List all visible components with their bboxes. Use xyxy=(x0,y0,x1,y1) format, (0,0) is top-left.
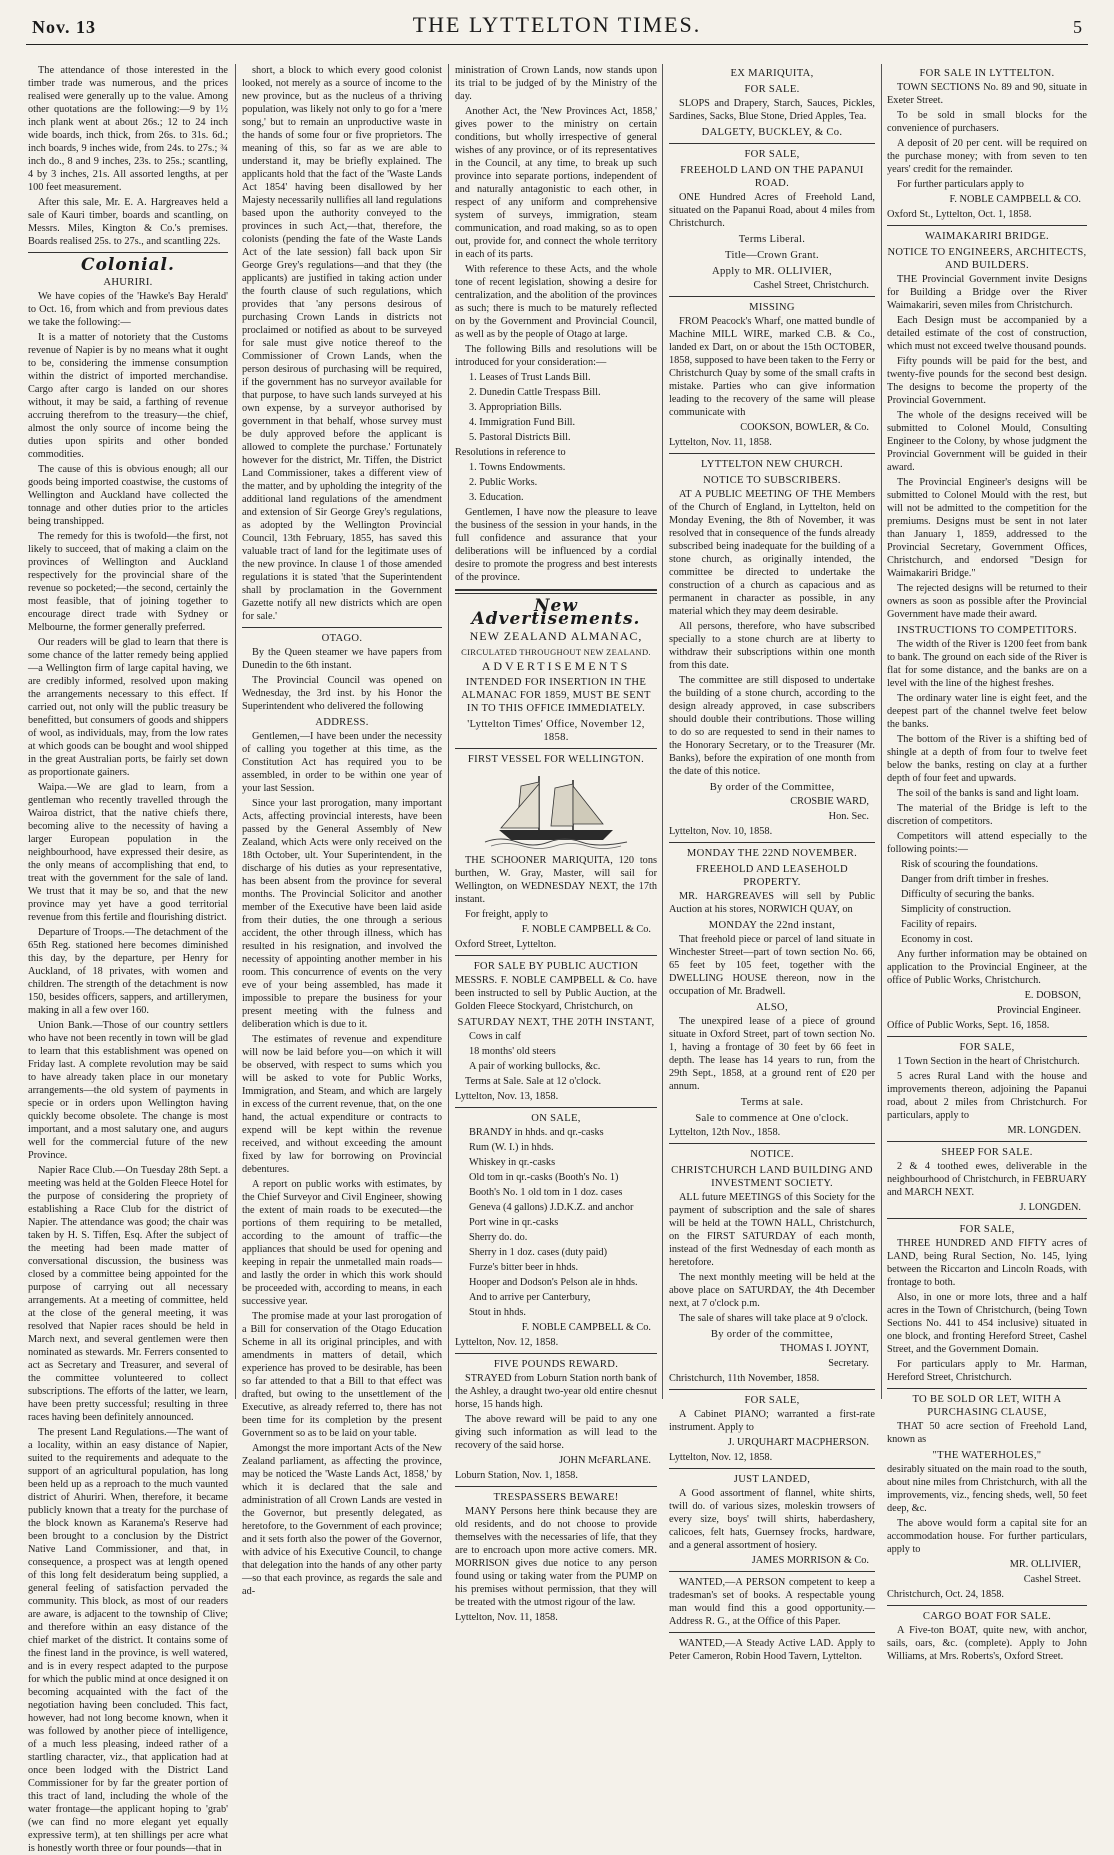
article-paragraph: Another Act, the 'New Provinces Act, 1858,' gives power to the ministry on certain conditions, but wholly irrespective of general wishes of any province, or of its representatives in the Council, at any time, to break up such province into separate portions, independent of and naturally antagonistic to each other, in respect of any uniform and comprehensive system of surveys, immigration, steam communication, and road making, so as to open out, provide for, and connect the whole territory in each of its parts. xyxy=(455,106,657,260)
ad-paragraph: WANTED,—A Steady Active LAD. Apply to Peter Cameron, Robin Hood Tavern, Lyttelton. xyxy=(669,1638,875,1662)
article-paragraph: After this sale, Mr. E. A. Hargreaves held a sale of Kauri timber, boards and scantling, on Messrs. Miles, Kington & Co.'s premises. Boards realised 25s. to 27s., and scantling 22s. xyxy=(28,197,228,247)
ad-heading: EX MARIQUITA, xyxy=(730,68,814,79)
article-paragraph: The cause of this is obvious enough; all our goods being imported coastwise, the customs of Wellington and Auckland have collected the tonnage and other duties prior to the articles being transhipped. xyxy=(28,464,228,527)
ad-line: Terms Liberal. xyxy=(738,234,806,245)
ad-date: Lyttelton, 12th Nov., 1858. xyxy=(669,1127,781,1138)
divider xyxy=(455,1107,657,1108)
ad-heading: TRESPASSERS BEWARE! xyxy=(493,1492,619,1503)
bill-item: 5. Pastoral Districts Bill. xyxy=(469,432,571,443)
article-paragraph: The attendance of those interested in the timber trade was numerous, and the prices realised were generally up to the value. Among other quotations are the following:—9 by 1½ inch plank went at about 26s.; 12 to 24 inch wide boards, inch thick, from 26s. to 31s. 6d.; inch boards, 9 inches wide, from 24s. to 27s.; ¾ inch do., 8 and 9 inches, 23s. to 25s.; scantling, 4 by 3 inches, 21s. All assorted lengths, at per 100 feet measurement. xyxy=(28,65,228,193)
divider xyxy=(455,589,657,594)
ad-item: Sherry in 1 doz. cases (duty paid) xyxy=(469,1247,608,1258)
column-rule xyxy=(235,64,236,1399)
ad-paragraph: The committee are still disposed to undertake the building of a stone church, according to the design already approved, in case subscribers should double their contributions. Those willing to do so are requested to send in their names to the Honorary Secretary, or to the Treasurer (Mr. Banks), before the expiration of one month from the date of this notice. xyxy=(669,675,875,777)
almanac-subtitle: CIRCULATED THROUGHOUT NEW ZEALAND. xyxy=(461,647,651,657)
ad-paragraph: THE SCHOONER MARIQUITA, 120 tons burthen, W. Gray, Master, will sail for Wellington, on WEDNESDAY NEXT, the 17th instant. xyxy=(455,855,657,905)
ad-item: Port wine in qr.-casks xyxy=(469,1217,559,1228)
ad-paragraph: MANY Persons here think because they are old residents, and do not choose to provide themselves with the necessaries of life, that they are to encroach upon more active comers. MR. MORRISON gives due notice to any person found using or taking water from the PUMP on his premises without permission, that they will be treated with the utmost rigour of the law. xyxy=(455,1506,657,1608)
ad-paragraph: Also, in one or more lots, three and a half acres in the Town of Christchurch, (being Town Sections No. 441 to 454 inclusive) situated in one block, and fronting Hereford Street, Cashel Street, and the Government Domain. xyxy=(887,1292,1087,1355)
ad-paragraph: The soil of the banks is sand and light loam. xyxy=(897,788,1079,799)
ad-paragraph: 1 Town Section in the heart of Christchurch. xyxy=(897,1056,1080,1067)
ad-heading: FOR SALE, xyxy=(959,1042,1015,1053)
resolutions-intro: Resolutions in reference to xyxy=(455,447,566,458)
article-paragraph: By the Queen steamer we have papers from Dunedin to the 6th instant. xyxy=(242,647,442,671)
article-paragraph: Amongst the more important Acts of the New Zealand parliament, as affecting the province, may be noticed the 'Waste Lands Act, 1858,' by which it is declared that the sale and administration of all Crown Lands are vested in the Governor, but presently delegated, as heretofore, to the Government of each province; and it sets forth also the power of the Governor, with advice of his Executive Council, to change that delegation into the hands of any other party—so that each province, as regards the sale and ad- xyxy=(242,1443,442,1597)
article-paragraph: A report on public works with estimates, by the Chief Surveyor and Civil Engineer, showing the extent of main roads to be executed—the portions of them requiring to be metalled, according to the amount of traffic—the appliances that should be used for opening and keeping in repair the unmetalled main roads—and lastly the order in which this work should be proceeded with, according to means, in each successive year. xyxy=(242,1179,442,1307)
ad-paragraph: The unexpired lease of a piece of ground situate in Oxford Street, part of town section No. 1, having a frontage of 30 feet by 66 feet in depth. The lease has 14 years to run, from the 29th Sept., 1858, at a ground rent of £20 per annum. xyxy=(669,1016,875,1092)
ad-paragraph: Terms at Sale. Sale at 12 o'clock. xyxy=(465,1076,602,1087)
article-paragraph: The present Land Regulations.—The want of a locality, within an easy distance of Napier, suited to the requirements and adequate to the support of an agricultural population, has long been held up as a reproach to the much vaunted district of Ahuriri. When, therefore, it became publicly known that a treaty for the purchase of the block known as Karanema's Reserve had been brought to a conclusion by the District Native Land Commissioner, and that, in consequence, a prospect was at length opened of this long felt desideratum being supplied, a general feeling of satisfaction pervaded the community. This block, as most of our readers are aware, is adjacent to the township of Clive; and therefore within an easy distance of the chief market of the district. It contains some of the finest land in the province, is well watered, and is in every respect adapted to the purpose for which the public mind at once designed it on becoming acquainted with the fact of the negotiation having been concluded. This fact, however, had not long become known, when it was followed by another piece of intelligence, of a much less pleasing, indeed rather of a startling character, viz., that application had at once been lodged with the District Land Commissioner for by far the greater portion of this tract of land, including the whole of the water frontage—the applicant hoping to 'grab' (we can find no more elegant yet equally expressive term), at ten shillings per acre what is honestly worth three or four pounds—that in xyxy=(28,1427,228,1854)
ad-paragraph: 5 acres Rural Land with the house and improvements thereon, adjoining the Papanui road, about 2 miles from Christchurch. For particulars, apply to xyxy=(887,1071,1087,1121)
ad-paragraph: THE Provincial Government invite Designs for Building a Bridge over the River Waimakariri, seven miles from Christchurch. xyxy=(887,274,1087,311)
ad-paragraph: For further particulars apply to xyxy=(897,179,1024,190)
ad-date: Lyttelton, Nov. 12, 1858. xyxy=(455,1337,559,1348)
ad-date: Office of Public Works, Sept. 16, 1858. xyxy=(887,1020,1050,1031)
ad-paragraph: The whole of the designs received will be submitted to Colonel Mould, Consulting Engineer to the Colony, by whose judgment the Provincial Government will be guided in their award. xyxy=(887,410,1087,473)
ad-date: Lyttelton, Nov. 12, 1858. xyxy=(669,1452,773,1463)
divider xyxy=(887,1036,1087,1037)
ad-item: Sherry do. do. xyxy=(469,1232,528,1243)
ad-signature: DALGETY, BUCKLEY, & Co. xyxy=(701,127,843,138)
ad-heading: FOR SALE, xyxy=(744,149,800,160)
ad-paragraph: SLOPS and Drapery, Starch, Sauces, Pickles, Sardines, Sacks, Blue Stone, Dried Apples, Tea. xyxy=(669,98,875,122)
ad-address: Oxford Street, Lyttelton. xyxy=(455,939,557,950)
ad-paragraph: For particulars apply to Mr. Harman, Hereford Street, Christchurch. xyxy=(887,1359,1087,1383)
article-paragraph: ministration of Crown Lands, now stands upon its trial to be judged of by the Ministry of the day. xyxy=(455,65,657,102)
ad-date: Oxford St., Lyttelton, Oct. 1, 1858. xyxy=(887,209,1032,220)
ad-paragraph: The bottom of the River is a shifting bed of shingle at a depth of from four to twelve feet below the banks, resting on clay at a further depth of four feet and upwards. xyxy=(887,734,1087,784)
almanac-advertisements: ADVERTISEMENTS xyxy=(481,659,631,673)
article-paragraph: The following Bills and resolutions will be introduced for your consideration:— xyxy=(455,344,657,368)
article-paragraph: The estimates of revenue and expenditure will now be laid before you—on which it will be observed, with respect to sums which you will be asked to vote for Public Works, Immigration, and Steam, and which are largely in excess of the current revenue, that, on the one hand, the actual expenditure or contracts to expend will be kept within the revenue received, and without exceeding the amount fixed by law for borrowing on Provincial debentures. xyxy=(242,1034,442,1175)
ad-signature: MR. LONGDEN. xyxy=(1007,1125,1081,1136)
ad-line: Terms at sale. xyxy=(740,1097,804,1108)
ad-line: Cashel Street, Christchurch. xyxy=(753,280,869,291)
article-paragraph: Napier Race Club.—On Tuesday 28th Sept. a meeting was held at the Golden Fleece Hotel for the purpose of considering the propriety of establishing a Race Club for the district of Napier. The attendance was good; the chair was taken by H. S. Tiffen, Esq. After the subject of the meeting had been made matter of conversational discussion, the business was closed by a committee being appointed for the purpose of carrying out all necessary arrangements. At a meeting of committee, held at the close of the general meeting, it was resolved that Napier races should be held in March next, and several gentlemen were then nominated as stewards. Mr. Ferrers consented to act as Secretary and Treasurer, and several of the committee volunteered to collect subscriptions. The efforts of the latter, we learn, have been pretty successful; resulting in three races having been definitely announced. xyxy=(28,1165,228,1423)
ad-item: Economy in cost. xyxy=(901,934,973,945)
ad-item: Rum (W. I.) in hhds. xyxy=(469,1142,554,1153)
ad-paragraph: The material of the Bridge is left to the discretion of competitors. xyxy=(887,803,1087,827)
ad-item: Difficulty of securing the banks. xyxy=(901,889,1035,900)
ad-paragraph: The above reward will be paid to any one giving such information as will lead to the recovery of the said horse. xyxy=(455,1414,657,1451)
ad-line: "THE WATERHOLES," xyxy=(932,1450,1042,1461)
page-number: 5 xyxy=(1073,17,1082,37)
ad-line: By order of the committee, xyxy=(710,1329,834,1340)
article-paragraph: short, a block to which every good colonist looked, not merely as a source of income to the new province, but as the nucleus of a thriving population, was likely not only to go for a 'mere song,' but to remain an unproductive waste in the hands of some four or five proprietors. The meaning of this, so far as we are able to understand it, may be briefly explained. The applicants hold that the fact of the 'Waste Lands Act 1854' having been disallowed by her Majesty necessarily nullifies all land regulations based upon the authority conveyed to the provinces in such Act,—that, therefore, the colonists (pending the fate of the Waste Lands Act of the late session) fall back upon Sir George Grey's regulations—and that they (the applicants) are justified in taking action under the fourth clause of such regulations, which provides that 'any persons desirous of purchasing Crown Lands in districts not proclaimed or notified as about to be surveyed for sale must give notice thereof to the Commissioner of Crown Lands, when the person desirous of purchasing will be required, if the government has no surveyor available for that purpose, to have such lands surveyed at his own expense, by a surveyor authorised by government in that behalf, whose survey must be duly approved before the applicant is allowed to complete the purchase.' Fortunately however for the district, Mr. Tiffen, the District Land Commissioner, takes a different view of the matter, and by upholding the integrity of the additional land regulations of the amendment and extension of Sir George Grey's regulations, as adopted by the Wellington Provincial Council, 13th February, 1855, has saved this valuable tract of land for the legitimate uses of the new province. In clause 1 of those amended regulations it is stated 'that the Superintendent shall by proclamation in the Government Gazette notify all new districts which are open for sale.' xyxy=(242,65,442,622)
section-heading-colonial: Colonial. xyxy=(81,255,175,275)
article-paragraph: The Provincial Council was opened on Wednesday, the 3rd inst. by his Honor the Superintendent who delivered the following xyxy=(242,675,442,712)
divider xyxy=(887,1218,1087,1219)
ad-subheading: FREEHOLD AND LEASEHOLD PROPERTY. xyxy=(696,864,848,888)
ad-address: Cashel Street. xyxy=(1023,1574,1081,1585)
resolution-item: 3. Education. xyxy=(469,492,524,503)
almanac-title: NEW ZEALAND ALMANAC, xyxy=(469,629,643,643)
ad-item: Furze's bitter beer in hhds. xyxy=(469,1262,579,1273)
ad-heading: FOR SALE, xyxy=(959,1224,1015,1235)
ad-date: Lyttelton, Nov. 11, 1858. xyxy=(455,1612,558,1623)
ad-heading: FOR SALE, xyxy=(744,1395,800,1406)
ad-paragraph: The next monthly meeting will be held at the above place on SATURDAY, the 4th December next, at 7 o'clock p.m. xyxy=(669,1272,875,1309)
ad-heading: WAIMAKARIRI BRIDGE. xyxy=(925,231,1049,242)
article-paragraph: Union Bank.—Those of our country settlers who have not been recently in town will be glad to learn that this establishment was opened on Friday last. A complete revolution may be said to have already taken place in our monetary arrangements—the old system of payments in specie or in orders upon Wellington having quickly become obsolete. The change is most important, and a most salutary one, and augurs well for the commercial future of the new Province. xyxy=(28,1020,228,1161)
column-2 xyxy=(242,64,442,1597)
ad-line: By order of the Committee, xyxy=(709,782,835,793)
ad-item: Risk of scouring the foundations. xyxy=(901,859,1038,870)
article-paragraph: The remedy for this is twofold—the first, not likely to succeed, that of making a claim on the provinces of Wellington and Auckland respectively for the provincial share of the revenue so pocketed;—the second, certainly the most feasible, that of joining together to encourage direct trade with Sydney or Melbourne, the former generally preferred. xyxy=(28,531,228,633)
divider xyxy=(669,1571,875,1572)
ad-subheading: INSTRUCTIONS TO COMPETITORS. xyxy=(897,625,1077,636)
ad-paragraph: Competitors will attend especially to the following points:— xyxy=(887,831,1087,855)
ad-line: Sale to commence at One o'clock. xyxy=(695,1113,849,1124)
ad-signature: JOHN McFARLANE. xyxy=(559,1455,651,1466)
column-rule xyxy=(662,64,663,1399)
ad-signature: F. NOBLE CAMPBELL & Co. xyxy=(521,924,651,935)
ad-date: Loburn Station, Nov. 1, 1858. xyxy=(455,1470,578,1481)
column-3 xyxy=(455,64,657,1623)
ad-item: Stout in hhds. xyxy=(469,1307,526,1318)
ad-item: Danger from drift timber in freshes. xyxy=(901,874,1049,885)
ad-date: Christchurch, 11th November, 1858. xyxy=(669,1373,820,1384)
ad-paragraph: For freight, apply to xyxy=(465,909,548,920)
address-heading: ADDRESS. xyxy=(315,717,369,728)
ad-item: Geneva (4 gallons) J.D.K.Z. and anchor xyxy=(469,1202,634,1213)
ad-signature-title: Hon. Sec. xyxy=(828,811,869,822)
article-paragraph: Since your last prorogation, many important Acts, affecting provincial interests, have been passed by the General Assembly of New Zealand, which Acts were only received on the 18th October, ult. Your Superintendent, in the discharge of his duties as your representative, has been absent from the province for several months. The Provincial Solicitor and another member of the Executive have been laid aside from their duties, the one through a serious accident, the other through illness, which has resulted in his resignation, and involved the necessity of appointing another member in his room. This concurrence of events on the very eve of your being assembled, has made it impossible to prepare the business for your present meeting with the fulness and deliberation which is due to it. xyxy=(242,798,442,1030)
ad-item: Facility of repairs. xyxy=(901,919,977,930)
ad-item: Hooper and Dodson's Pelson ale in hhds. xyxy=(469,1277,638,1288)
ad-subheading: NOTICE TO SUBSCRIBERS. xyxy=(703,475,841,486)
ad-heading: CARGO BOAT FOR SALE. xyxy=(922,1611,1052,1622)
ad-paragraph: THAT 50 acre section of Freehold Land, known as xyxy=(887,1421,1087,1445)
ad-signature: JAMES MORRISON & Co. xyxy=(751,1555,869,1566)
ad-signature: THOMAS I. JOYNT, xyxy=(779,1343,869,1354)
ad-item: BRANDY in hhds. and qr.-casks xyxy=(469,1127,604,1138)
ad-paragraph: A Good assortment of flannel, white shirts, twill do. of various sizes, moleskin trowsers of every size, boys' twill shirts, haberdashery, calicoes, felt hats, Guernsey frocks, hardware, and a general assortment of hosiery. xyxy=(669,1488,875,1551)
ad-heading: FIVE POUNDS REWARD. xyxy=(493,1359,619,1370)
ad-heading: TO BE SOLD OR LET, WITH A PURCHASING CLAUSE, xyxy=(912,1394,1062,1418)
ad-item: A pair of working bullocks, &c. xyxy=(469,1061,601,1072)
column-5 xyxy=(887,64,1087,1662)
ad-paragraph: TOWN SECTIONS No. 89 and 90, situate in Exeter Street. xyxy=(887,82,1087,106)
ad-date: Lyttelton, Nov. 10, 1858. xyxy=(669,826,773,837)
ad-heading: SHEEP FOR SALE. xyxy=(941,1147,1033,1158)
ad-paragraph: The Provincial Engineer's designs will be submitted to Colonel Mould with the rest, but will not be admitted to the competition for the premiums. Designs must be sent in not later than January 1, 1859, addressed to the Provincial Secretary, Government Offices, Christchurch, and endorsed "Design for Waimakariri Bridge." xyxy=(887,477,1087,579)
ad-paragraph: ALL future MEETINGS of this Society for the payment of subscription and the sale of shares will be held at the TOWN HALL, Christchurch, on the FIRST SATURDAY of each month, instead of the first Wednesday of each month as heretofore. xyxy=(669,1192,875,1268)
ad-paragraph: WANTED,—A PERSON competent to keep a tradesman's set of books. A respectable young man would find this a good opportunity.—Address R. G., at the Office of this Paper. xyxy=(669,1577,875,1627)
bill-item: 3. Appropriation Bills. xyxy=(469,402,562,413)
bill-item: 1. Leases of Trust Lands Bill. xyxy=(469,372,591,383)
ad-line: ALSO, xyxy=(756,1002,788,1013)
divider xyxy=(28,252,228,253)
ad-signature: J. URQUHART MACPHERSON. xyxy=(727,1437,869,1448)
ad-item: Cows in calf xyxy=(469,1031,522,1042)
ad-line: MONDAY the 22nd instant, xyxy=(708,920,836,931)
ad-paragraph: AT A PUBLIC MEETING OF THE Members of the Church of England, in Lyttelton, held on Monday Evening, the 8th of November, it was resolved that in consequence of the funds already subscribed being inadequate for the building of a stone church, as originally intended, the committee be directed to undertake the construction of a church as capacious and as permanent in character as possible, in any material which they may deem desirable. xyxy=(669,489,875,617)
ad-heading: FOR SALE BY PUBLIC AUCTION xyxy=(473,961,639,972)
ad-line: Apply to MR. OLLIVIER, xyxy=(712,266,832,277)
article-paragraph: Departure of Troops.—The detachment of the 65th Reg. stationed here becomes diminished this day, by the departure, per Henry for Auckland, of 18 privates, with women and children. The strength of the detachment is now 150, besides officers, sappers, and artillerymen, making in all a few over 160. xyxy=(28,927,228,1016)
ad-subheading: CHRISTCHURCH LAND BUILDING AND INVESTMENT SOCIETY. xyxy=(671,1165,873,1189)
ad-signature: J. LONGDEN. xyxy=(1019,1202,1081,1213)
ad-paragraph: FROM Peacock's Wharf, one matted bundle of Machine MILL WIRE, marked C.B. & Co., landed ex Dart, on or about the 15th OCTOBER, 1858, supposed to have been taken to the Ferry or Christchurch Quay by some of the small crafts in mistake. Parties who can give information leading to the recovery of the same will please communicate with xyxy=(669,316,875,418)
ad-signature-title: Provincial Engineer. xyxy=(996,1005,1081,1016)
ad-item: And to arrive per Canterbury, xyxy=(469,1292,591,1303)
divider xyxy=(455,955,657,956)
ad-signature: F. NOBLE CAMPBELL & CO. xyxy=(949,194,1081,205)
divider xyxy=(669,842,875,843)
resolution-item: 2. Public Works. xyxy=(469,477,538,488)
bill-item: 2. Dunedin Cattle Trespass Bill. xyxy=(469,387,601,398)
bill-item: 4. Immigration Fund Bill. xyxy=(469,417,576,428)
ad-item: Simplicity of construction. xyxy=(901,904,1012,915)
article-paragraph: We have copies of the 'Hawke's Bay Herald' to Oct. 16, from which and from previous dates we take the following:— xyxy=(28,291,228,328)
divider xyxy=(669,1468,875,1469)
issue-date: Nov. 13 xyxy=(32,17,97,37)
ad-paragraph: STRAYED from Loburn Station north bank of the Ashley, a draught two-year old entire chesnut horse, 15 hands high. xyxy=(455,1373,657,1410)
divider xyxy=(455,1486,657,1487)
ad-paragraph: A deposit of 20 per cent. will be required on the purchase money; with from seven to ten years' credit for the remainder. xyxy=(887,138,1087,175)
ad-paragraph: A Five-ton BOAT, quite new, with anchor, sails, oars, &c. (complete). Apply to John Williams, at Mrs. Roberts's, Oxford Street. xyxy=(887,1625,1087,1662)
divider xyxy=(455,748,657,749)
article-paragraph: Gentlemen,—I have been under the necessity of calling you together at this time, as the Constitution Act has required you to be assembled, in order to be within one year of your last Session. xyxy=(242,731,442,794)
ad-signature: MR. OLLIVIER, xyxy=(1009,1559,1081,1570)
ad-highlight: SATURDAY NEXT, THE 20TH INSTANT, xyxy=(457,1017,655,1028)
article-paragraph: The promise made at your last prorogation of a Bill for conservation of the Otago Education Scheme in all its original principles, and with amendments in matters of detail, which experience has proved to be desirable, has been so far attended to that a Bill to that effect was drafted, but owing to the unsettlement of the Executive, as already referred to, there has not been time for its completion by the present Government so as to be laid on your table. xyxy=(242,1311,442,1439)
ad-heading: MONDAY THE 22ND NOVEMBER. xyxy=(686,848,858,859)
ad-item: Whiskey in qr.-casks xyxy=(469,1157,556,1168)
almanac-dateline: 'Lyttelton Times' Office, November 12, 1858. xyxy=(467,719,645,743)
subheading-otago: OTAGO. xyxy=(321,633,363,644)
column-rule xyxy=(448,64,449,1399)
divider xyxy=(455,1353,657,1354)
ad-paragraph: THREE HUNDRED AND FIFTY acres of LAND, being Rural Section, No. 145, lying between the Riccarton and Lincoln Roads, with frontage to both. xyxy=(887,1238,1087,1288)
ad-subheading: FOR SALE. xyxy=(744,84,800,95)
ad-paragraph: That freehold piece or parcel of land situate in Winchester Street—part of town section No. 66, 65 feet by 105 feet, together with the DWELLING HOUSE thereon, now in the occupation of Mr. Bradwell. xyxy=(669,934,875,997)
ad-subheading: FREEHOLD LAND ON THE PAPANUI ROAD. xyxy=(680,165,864,189)
ad-date: Christchurch, Oct. 24, 1858. xyxy=(887,1589,1004,1600)
ad-item: Old tom in qr.-casks (Booth's No. 1) xyxy=(469,1172,619,1183)
divider xyxy=(887,1141,1087,1142)
article-paragraph: With reference to these Acts, and the whole tone of recent legislation, showing a desire for centralization, and the abolition of the provinces as such; there is much to be maturely reflected on by the Government and Provincial Council, as well as by the people of Otago at large. xyxy=(455,264,657,340)
ad-signature: F. NOBLE CAMPBELL & Co. xyxy=(521,1322,651,1333)
divider xyxy=(669,453,875,454)
column-rule xyxy=(881,64,882,1399)
ad-signature: CROSBIE WARD, xyxy=(790,796,869,807)
ad-heading: ON SALE, xyxy=(531,1113,581,1124)
article-paragraph: Waipa.—We are glad to learn, from a gentleman who recently travelled through the Wairoa district, that the native chiefs there, becoming alive to the necessity of having a larger European population in the neighbourhood, have expressed their desire, as the only means of accomplishing that end, to treat with the government for the sale of land. We trust that it may be so, and that the new province may yet have a good territorial revenue from this fertile and flourishing district. xyxy=(28,782,228,923)
article-paragraph: It is a matter of notoriety that the Customs revenue of Napier is by no means what it ought to be, considering the immense consumption within the district of imported merchandise. Cargo after cargo is landed on our shores without, it may be said, a farthing of revenue accruing therefrom to the treasury—the chief, almost the only source of income being the duties upon spirits and other bonded commodities. xyxy=(28,332,228,460)
ad-heading: FOR SALE IN LYTTELTON. xyxy=(919,68,1055,79)
ad-paragraph: The width of the River is 1200 feet from bank to bank. The ground on each side of the River is flat for some distance, and the banks are on a level with the line of the highest freshes. xyxy=(887,639,1087,689)
almanac-notice: INTENDED FOR INSERTION IN THE ALMANAC FOR 1859, MUST BE SENT IN TO THIS OFFICE IMMEDIATELY. xyxy=(461,677,651,714)
ad-paragraph: Each Design must be accompanied by a detailed estimate of the cost of construction, which must not exceed twelve thousand pounds. xyxy=(887,315,1087,352)
divider xyxy=(887,1388,1087,1389)
ad-paragraph: Fifty pounds will be paid for the best, and twenty-five pounds for the second best design. The designs to become the property of the Provincial Government. xyxy=(887,356,1087,406)
ad-heading: FIRST VESSEL FOR WELLINGTON. xyxy=(467,754,645,765)
ad-paragraph: A Cabinet PIANO; warranted a first-rate instrument. Apply to xyxy=(669,1409,875,1433)
ad-paragraph: MR. HARGREAVES will sell by Public Auction at his stores, NORWICH QUAY, on xyxy=(669,891,875,915)
divider xyxy=(669,1389,875,1390)
newspaper-title: THE LYTTELTON TIMES. xyxy=(412,12,702,37)
ad-paragraph: The sale of shares will take place at 9 o'clock. xyxy=(679,1313,868,1324)
ad-paragraph: The above would form a capital site for an accommodation house. For further particulars, apply to xyxy=(887,1518,1087,1555)
ad-line: Title—Crown Grant. xyxy=(725,250,819,261)
ad-heading: JUST LANDED, xyxy=(733,1474,811,1485)
ad-paragraph: desirably situated on the main road to the south, about nine miles from Christchurch, with all the improvements, viz., fencing sheds, well, 50 feet deep, &c. xyxy=(887,1464,1087,1514)
column-1 xyxy=(28,64,228,1854)
ad-paragraph: The ordinary water line is eight feet, and the deepest part of the channel twelve feet below the banks. xyxy=(887,693,1087,730)
ad-signature: COOKSON, BOWLER, & Co. xyxy=(740,422,869,433)
ad-heading: LYTTELTON NEW CHURCH. xyxy=(701,459,843,470)
divider xyxy=(669,1632,875,1633)
article-paragraph: Our readers will be glad to learn that there is some chance of the latter remedy being applied—a Wellington firm of large capital having, we are credibly informed, resolved upon making the arrangements necessary to this effect. If carried out, not only will the public treasury be benefitted, but consumers of goods and shippers of wool, as individuals, may, from the low rates at which goods can be bought and wool shipped in the great Australian ports, be fairly set down as proportionate gainers. xyxy=(28,637,228,778)
ad-paragraph: Any further information may be obtained on application to the Provincial Engineer, at the office of Public Works, Christchurch. xyxy=(887,949,1087,986)
ad-item: 18 months' old steers xyxy=(469,1046,556,1057)
column-4 xyxy=(669,64,875,1662)
ad-signature: E. DOBSON, xyxy=(1024,990,1081,1001)
ad-paragraph: To be sold in small blocks for the convenience of purchasers. xyxy=(887,110,1087,134)
ad-item: Booth's No. 1 old tom in 1 doz. cases xyxy=(469,1187,623,1198)
ad-paragraph: ONE Hundred Acres of Freehold Land, situated on the Papanui Road, about 4 miles from Christchurch. xyxy=(669,192,875,229)
ad-heading: NOTICE. xyxy=(750,1149,794,1160)
section-heading-new-advertisements: New Advertisements. xyxy=(471,596,641,629)
ad-paragraph: MESSRS. F. NOBLE CAMPBELL & Co. have been instructed to sell by Public Auction, at the Golden Fleece Stockyard, Christchurch, on xyxy=(455,975,657,1012)
divider xyxy=(669,1143,875,1144)
masthead xyxy=(26,8,1088,45)
ad-paragraph: All persons, therefore, who have subscribed specially to a stone church are at liberty to withdraw their subscriptions within one month from this date. xyxy=(669,621,875,671)
ad-paragraph: The rejected designs will be returned to their owners as soon as possible after the Provincial Government have made their award. xyxy=(887,583,1087,620)
ad-date: Lyttelton, Nov. 13, 1858. xyxy=(455,1091,559,1102)
article-paragraph: Gentlemen, I have now the pleasure to leave the business of the session in your hands, in the full confidence and assurance that your deliberations will be influenced by a cordial desire to promote the progress and best interests of the province. xyxy=(455,507,657,583)
divider xyxy=(669,296,875,297)
ad-subheading: NOTICE TO ENGINEERS, ARCHITECTS, AND BUILDERS. xyxy=(887,247,1087,271)
ad-paragraph: 2 & 4 toothed ewes, deliverable in the neighbourhood of Christchurch, in FEBRUARY and MARCH NEXT. xyxy=(887,1161,1087,1198)
ship-illustration xyxy=(481,770,631,848)
subheading-ahuriri: AHURIRI. xyxy=(103,277,153,288)
divider xyxy=(242,627,442,628)
divider xyxy=(887,225,1087,226)
ad-signature-title: Secretary. xyxy=(828,1358,869,1369)
ad-date: Lyttelton, Nov. 11, 1858. xyxy=(669,437,772,448)
divider xyxy=(669,143,875,144)
divider xyxy=(887,1605,1087,1606)
ad-heading: MISSING xyxy=(749,302,795,313)
resolution-item: 1. Towns Endowments. xyxy=(469,462,566,473)
